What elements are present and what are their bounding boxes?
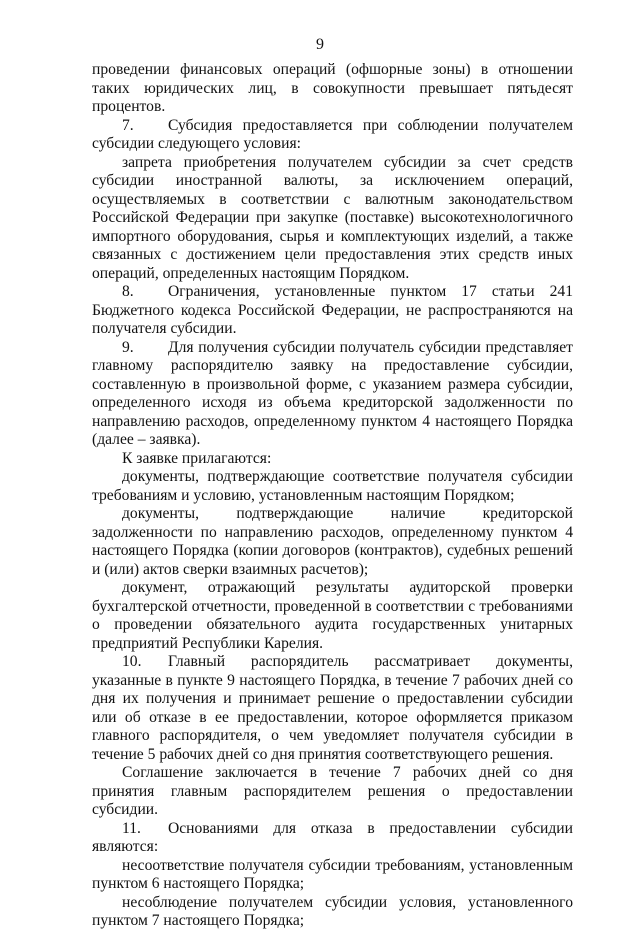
- paragraph-item: [92, 764, 573, 820]
- paragraph-8: [92, 283, 573, 339]
- paragraph-item: [92, 505, 573, 579]
- paragraph-text: Ограничения, установленные пунктом 17 статьи 241 Бюджетного кодекса Российской Федерации, не распространяются на получателя субсидии.: [92, 283, 573, 337]
- paragraph-text: Главный распорядитель рассматривает документы, указанные в пункте 9 настоящего Порядка, в течение 7 рабочих дней со дня их получения и принимает решение о предоставлении субсидии или об отказе в ее предоставлении, которое оформляется приказом главного распорядителя, о чем уведомляет получателя субсидии в течение 5 рабочих дней со дня принятия соответствующего решения.: [92, 653, 573, 763]
- paragraph-text: К заявке прилагаются:: [122, 449, 272, 467]
- paragraph-text: несоответствие получателя субсидии требованиям, установленным пунктом 6 настоящего Порядка;: [92, 856, 573, 892]
- paragraph-text: документы, подтверждающие соответствие получателя субсидии требованиям и условию, установленным настоящим Порядком;: [92, 468, 573, 504]
- paragraph-text: Соглашение заключается в течение 7 рабочих дней со дня принятия главным распорядителем решения о предоставлении субсидии.: [92, 764, 573, 818]
- paragraph-item: [92, 450, 573, 469]
- paragraph-item: [92, 894, 573, 931]
- paragraph-7: [92, 117, 573, 154]
- paragraph-number: 11.: [122, 819, 141, 837]
- paragraph-11: [92, 820, 573, 857]
- paragraph-text: документ, отражающий результаты аудиторской проверки бухгалтерской отчетности, проведенной в соответствии с требованиями о проведении обязательного аудита государственных унитарных предприятий Республики Карелия.: [92, 579, 573, 652]
- paragraph-text: запрета приобретения получателем субсидии за счет средств субсидии иностранной валюты, за исключением операций, осуществляемых в соответствии с валютным законодательством Российской Федерации при закупке (поставке) высокотехнологичного импортного оборудования, сырья и комплектующих изделий, а также связанных с достижением цели предоставления этих средств иных операций, определенных настоящим Порядком.: [92, 153, 573, 282]
- paragraph-number: 10.: [122, 653, 142, 670]
- paragraph-number: 7.: [122, 116, 134, 134]
- paragraph-10: [92, 653, 573, 764]
- paragraph-item: [92, 154, 573, 284]
- paragraph-text: проведении финансовых операций (офшорные зоны) в отношении таких юридических лиц, в совокупности превышает пятьдесят процентов.: [92, 61, 573, 115]
- paragraph-text: Субсидия предоставляется при соблюдении получателем субсидии следующего условия:: [92, 116, 573, 152]
- paragraph-item: [92, 579, 573, 653]
- paragraph-text: документы, подтверждающие наличие кредиторской задолженности по направлению расходов, определенному пунктом 4 настоящего Порядка (копии договоров (контрактов), судебных решений и (или) актов сверки взаимных расчетов);: [92, 505, 573, 578]
- paragraph-text: Для получения субсидии получатель субсидии представляет главному распорядителю заявку на предоставление субсидии, составленную в произвольной форме, с указанием размера субсидии, определенного исходя из объема кредиторской задолженности по направлению расходов, определенному пунктом 4 настоящего Порядка (далее – заявка).: [92, 338, 573, 448]
- paragraph-item: [92, 857, 573, 894]
- paragraph-number: 8.: [122, 283, 134, 300]
- paragraph-9: [92, 339, 573, 450]
- paragraph-text: несоблюдение получателем субсидии условия, установленного пунктом 7 настоящего Порядка;: [92, 893, 573, 929]
- paragraph-text: Основаниями для отказа в предоставлении субсидии являются:: [92, 819, 573, 855]
- paragraph-item: [92, 468, 573, 505]
- page-number: 9: [316, 36, 324, 53]
- paragraph-number: 9.: [122, 338, 134, 356]
- paragraph-continuation: [92, 61, 573, 117]
- document-body: [92, 61, 573, 931]
